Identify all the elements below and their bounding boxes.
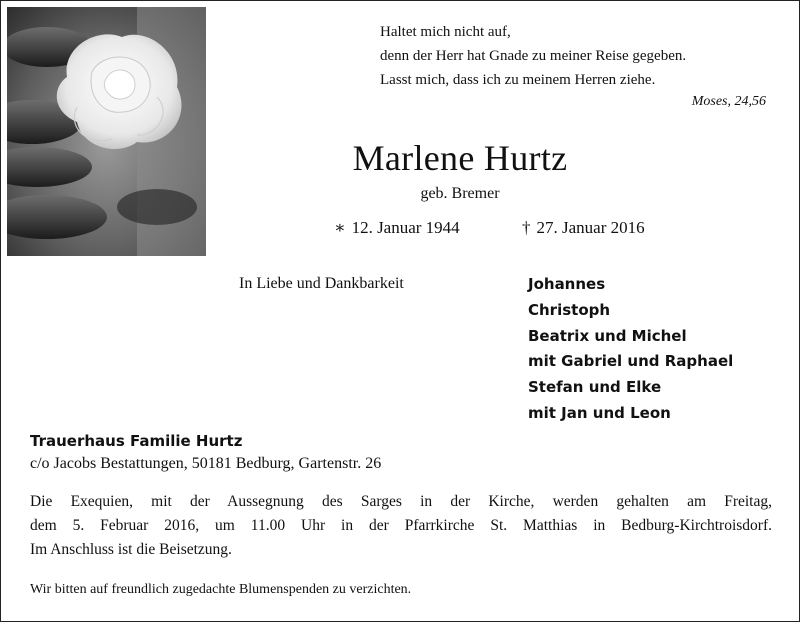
mourner-name: Beatrix und Michel: [528, 326, 687, 345]
flowers-note: Wir bitten auf freundlich zugedachte Blumenspenden zu verzichten.: [30, 582, 412, 597]
death-cross-icon: †: [522, 218, 531, 237]
funeral-service-text: [30, 490, 772, 562]
birth-date-line: [334, 216, 460, 240]
mourning-house-address: c/o Jacobs Bestattungen, 50181 Bedburg, Gartenstr. 26: [30, 455, 382, 472]
service-line: Die Exequien, mit der Aussegnung des Sarges in der Kirche, werden gehalten am Freitag,: [30, 493, 772, 510]
mourning-house: [30, 430, 770, 476]
service-line: Im Anschluss ist die Beisetzung.: [30, 541, 232, 558]
quote-line: Haltet mich nicht auf,: [380, 24, 511, 40]
maiden-name: geb. Bremer: [420, 185, 500, 202]
birth-date: 12. Januar 1944: [351, 218, 460, 237]
quote-line: denn der Herr hat Gnade zu meiner Reise gegeben.: [380, 48, 687, 64]
service-line: dem 5. Februar 2016, um 11.00 Uhr in der Pfarrkirche St. Matthias in Bedburg-Kirchtroisdorf.: [30, 517, 772, 534]
mourner-name: Christoph: [528, 300, 611, 319]
death-date-line: [522, 216, 645, 240]
mourners-intro: In Liebe und Dankbarkeit: [239, 275, 404, 292]
bible-quote: [380, 20, 772, 112]
rose-photo: [7, 7, 206, 256]
mourner-name: Stefan und Elke: [528, 378, 662, 397]
quote-line: Lasst mich, dass ich zu meinem Herren ziehe.: [380, 72, 656, 88]
mourners-list: [528, 272, 733, 427]
mourner-name: Johannes: [528, 275, 606, 293]
death-date: 27. Januar 2016: [536, 218, 645, 237]
mourning-house-title: Trauerhaus Familie Hurtz: [30, 432, 243, 450]
white-rose-photo-icon: [7, 7, 206, 256]
quote-source: Moses, 24,56: [691, 94, 766, 109]
deceased-name: Marlene Hurtz: [352, 138, 568, 178]
mourner-name: mit Jan und Leon: [528, 403, 671, 422]
birth-star-icon: ∗: [334, 218, 346, 237]
mourner-name: mit Gabriel und Raphael: [528, 352, 734, 371]
